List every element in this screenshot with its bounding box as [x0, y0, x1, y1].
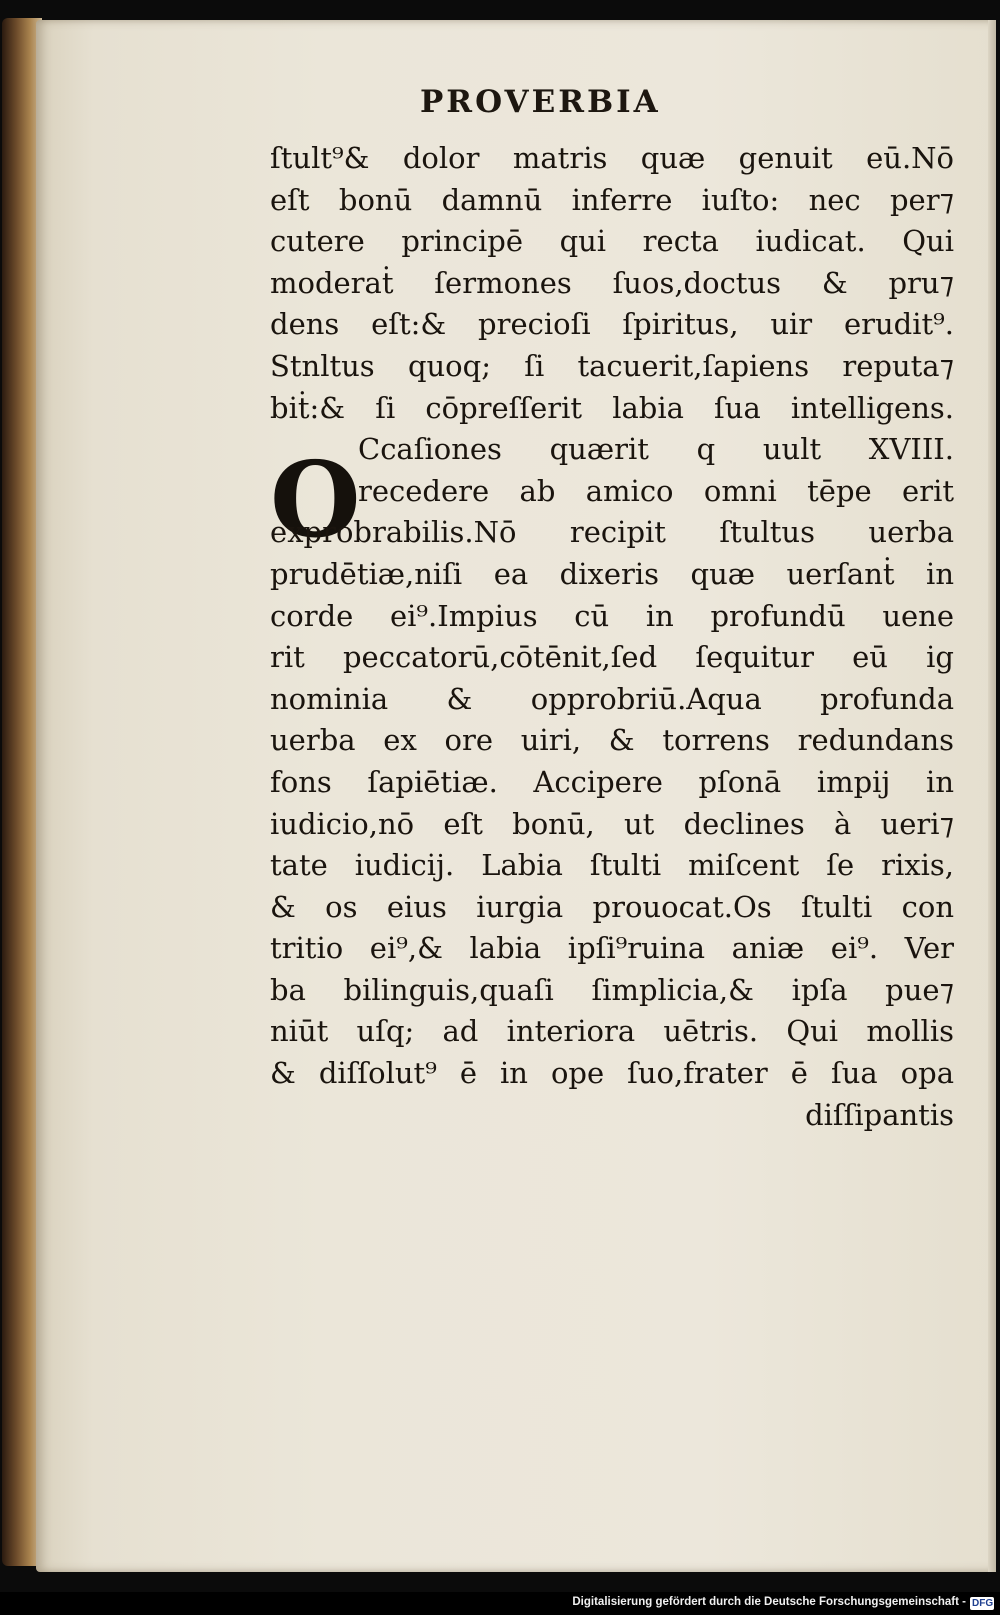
text-line: & os eius iurgia prouocat.Os ſtulti con [270, 889, 954, 924]
dfg-logo: DFG [972, 1598, 994, 1609]
text-line: Stnltus quoq; ſi tacuerit,ſapiens reputa⁊ [270, 348, 954, 383]
footer-bar [0, 1592, 1000, 1615]
text-line: iudicio,nō eſt bonū, ut declines à ueri⁊ [270, 806, 954, 841]
text-line: rit peccatorū,cōtēnit,ſed ſequitur eū ig [270, 640, 954, 675]
text-line: tate iudicij. Labia ſtulti miſcent ſe rixis, [270, 848, 954, 883]
text-line: niūt uſq; ad interiora uētris. Qui mollis [270, 1014, 954, 1049]
text-line: Ccaſiones quærit q uult XVIII. [358, 432, 954, 467]
text-line: ſtult⁹& dolor matris quæ genuit eū.Nō [270, 141, 954, 175]
page-edge [988, 20, 996, 1572]
text-line: & diſſolut⁹ ē in ope ſuo,frater ē ſua opa [270, 1056, 954, 1091]
text-line: tritio ei⁹,& labia ipſi⁹ruina aniæ ei⁹. Ver [270, 931, 954, 966]
funding-credit: Digitalisierung gefördert durch die Deutsche Forschungsgemeinschaft - [572, 1596, 966, 1608]
text-line: fons ſapiētiæ. Accipere pſonā impij in [270, 764, 954, 799]
text-line: corde ei⁹.Impius cū in profundū uene [270, 598, 954, 633]
text-line: cutere principē qui recta iudicat. Qui [270, 224, 954, 259]
text-line: prudētiæ,niſi ea dixeris quæ uerſanṫ in [270, 556, 954, 591]
text-block [270, 138, 954, 1136]
text-line: nominia & opprobriū.Aqua profunda [270, 681, 954, 716]
text-line: recedere ab amico omni tēpe erit [358, 473, 954, 508]
text-line: biṫ:& ſi cōpreſſerit labia ſua intelligens. [270, 390, 954, 425]
text-line: uerba ex ore uiri, & torrens redundans [270, 723, 954, 758]
catchword: diſſipantis [805, 1097, 954, 1132]
running-head: PROVERBIA [420, 84, 661, 120]
decorated-initial: O [270, 438, 361, 561]
text-line: eſt bonū damnū inferre iuſto: nec per⁊ [270, 182, 954, 217]
text-line: dens eſt:& precioſi ſpiritus, uir erudit⁹. [270, 307, 954, 342]
text-line: moderaṫ ſermones ſuos,doctus & pru⁊ [270, 265, 954, 300]
text-line: ba bilinguis,quaſi ſimplicia,& ipſa pue⁊ [270, 972, 954, 1007]
text-line: exprobrabilis.Nō recipit ſtultus uerba [270, 515, 954, 550]
